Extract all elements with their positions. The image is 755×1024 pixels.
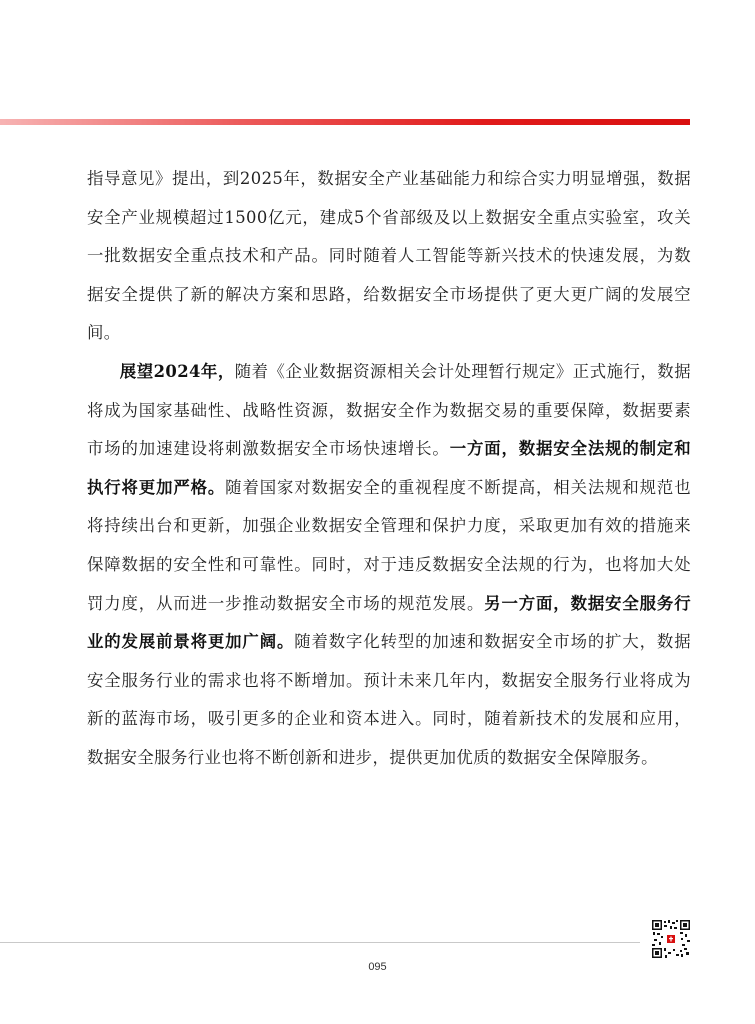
paragraph-1: 指导意见》提出，到2025年，数据安全产业基础能力和综合实力明显增强，数据安全产业规模超过1500亿元，建成5个省部级及以上数据安全重点实验室，攻关一批数据安全重点技术和产品。同时随着人工智能等新兴技术的快速发展，为数据安全提供了新的解决方案和思路，给数据安全市场提供了更大更广阔的发展空间。 [87,169,691,343]
paragraph-2-text-3: 随着数字化转型的加速和数据安全市场的扩大，数据安全服务行业的需求也将不断增加。预计未来几年内，数据安全服务行业将成为新的蓝海市场，吸引更多的企业和资本进入。同时，随着新技术的发展和应用，数据安全服务行业也将不断创新和进步，提供更加优质的数据安全保障服务。 [87,632,691,767]
paragraph-2-text-1: 随着《企业数据资源相关会计处理暂行规定》正式施行，数据将成为国家基础性、战略性资源，数据安全作为数据交易的重要保障，数据要素市场的加速建设将刺激数据安全市场快速增长。 [87,361,691,459]
bold-point-regulations: 一方面，数据安全法规的制定和执行将更加严格。 [87,439,691,497]
paragraph-2-text-2: 随着国家对数据安全的重视程度不断提高，相关法规和规范也将持续出台和更新，加强企业数据安全管理和保护力度，采取更加有效的措施来保障数据的安全性和可靠性。同时，对于违反数据安全法规的行为，也将加大处罚力度，从而进一步推动数据安全市场的规范发展。 [87,477,691,613]
paragraph-2 [87,353,691,778]
bold-lead-outlook: 展望2024年， [119,361,235,381]
footer-divider [0,942,640,943]
qr-code-icon [651,919,691,959]
article-body [87,160,691,778]
page-number: 095 [368,961,387,973]
bold-point-services: 另一方面，数据安全服务行业的发展前景将更加广阔。 [87,593,691,652]
header-accent-bar [0,119,690,125]
